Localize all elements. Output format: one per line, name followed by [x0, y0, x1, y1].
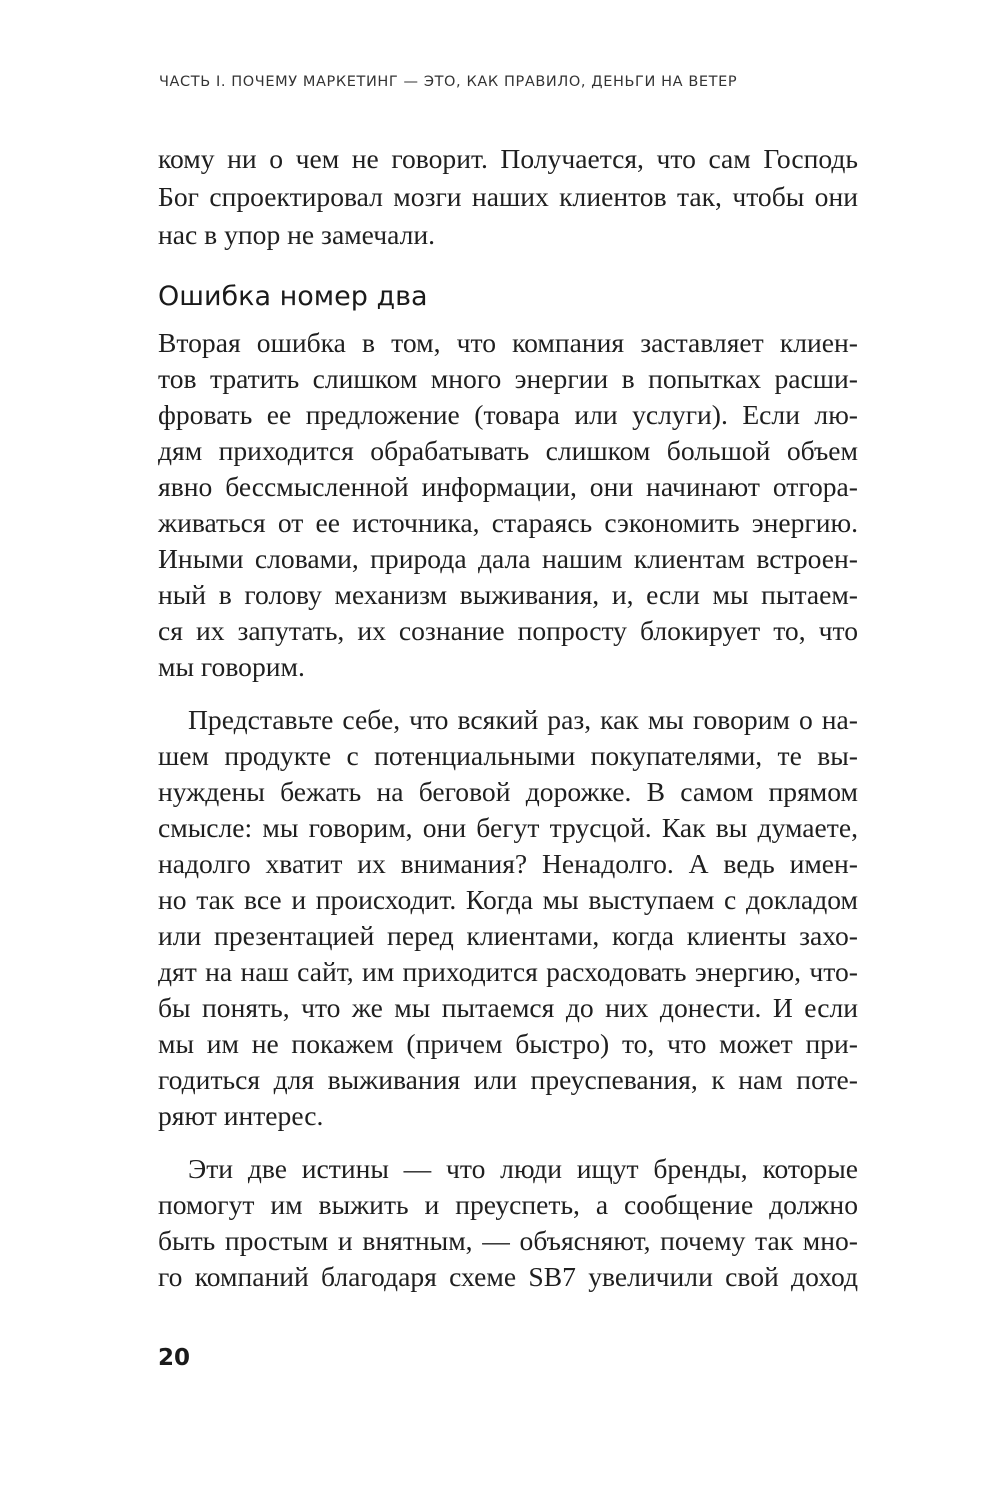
text-line: Представьте себе, что всякий раз, как мы говорим о на-: [188, 704, 858, 735]
text-line: Бог спроектировал мозги наших клиентов так, чтобы они: [158, 181, 858, 212]
text-line: фровать ее предложение (товара или услуги). Если лю-: [158, 399, 858, 430]
section-heading: Ошибка номер два: [158, 281, 428, 312]
text-line: годиться для выживания или преуспевания, к нам поте-: [158, 1064, 858, 1095]
text-line: ся их запутать, их сознание попросту блокирует то, что: [158, 615, 858, 646]
text-line: Иными словами, природа дала нашим клиентам встроен-: [158, 543, 858, 574]
text-line: мы говорим.: [158, 651, 305, 682]
text-line: быть простым и внятным, — объясняют, почему так мно-: [158, 1225, 858, 1256]
text-line: Вторая ошибка в том, что компания заставляет клиен-: [158, 327, 858, 358]
text-line: но так все и происходит. Когда мы выступаем с докладом: [158, 884, 858, 915]
text-line: мы им не покажем (причем быстро) то, что может при-: [158, 1028, 858, 1059]
text-line: надолго хватит их внимания? Ненадолго. А ведь имен-: [158, 848, 858, 879]
text-line: помогут им выжить и преуспеть, а сообщение должно: [158, 1189, 858, 1220]
text-line: нас в упор не замечали.: [158, 219, 436, 250]
running-head: ЧАСТЬ I. ПОЧЕМУ МАРКЕТИНГ — ЭТО, КАК ПРАВИЛО, ДЕНЬГИ НА ВЕТЕР: [159, 74, 738, 90]
text-line: бы понять, что же мы пытаемся до них донести. И если: [158, 992, 858, 1023]
text-line: живаться от ее источника, стараясь сэкономить энергию.: [158, 507, 858, 538]
text-line: кому ни о чем не говорит. Получается, что сам Господь: [158, 143, 858, 174]
text-line: ряют интерес.: [158, 1100, 324, 1131]
page-number: 20: [158, 1345, 191, 1371]
text-line: явно бессмысленной информации, они начинают отгора-: [158, 471, 858, 502]
text-line: нуждены бежать на беговой дорожке. В самом прямом: [158, 776, 858, 807]
text-line: ный в голову механизм выживания, и, если мы пытаем-: [158, 579, 858, 610]
text-line: дят на наш сайт, им приходится расходовать энергию, что-: [158, 956, 858, 987]
text-line: дям приходится обрабатывать слишком большой объем: [158, 435, 858, 466]
text-line: шем продукте с потенциальными покупателями, те вы-: [158, 740, 858, 771]
text-line: смысле: мы говорим, они бегут трусцой. Как вы думаете,: [158, 812, 858, 843]
text-line: го компаний благодаря схеме SB7 увеличили свой доход: [158, 1261, 858, 1292]
text-line: или презентацией перед клиентами, когда клиенты захо-: [158, 920, 858, 951]
text-line: Эти две истины — что люди ищут бренды, которые: [188, 1153, 858, 1184]
text-line: тов тратить слишком много энергии в попытках расши-: [158, 363, 858, 394]
